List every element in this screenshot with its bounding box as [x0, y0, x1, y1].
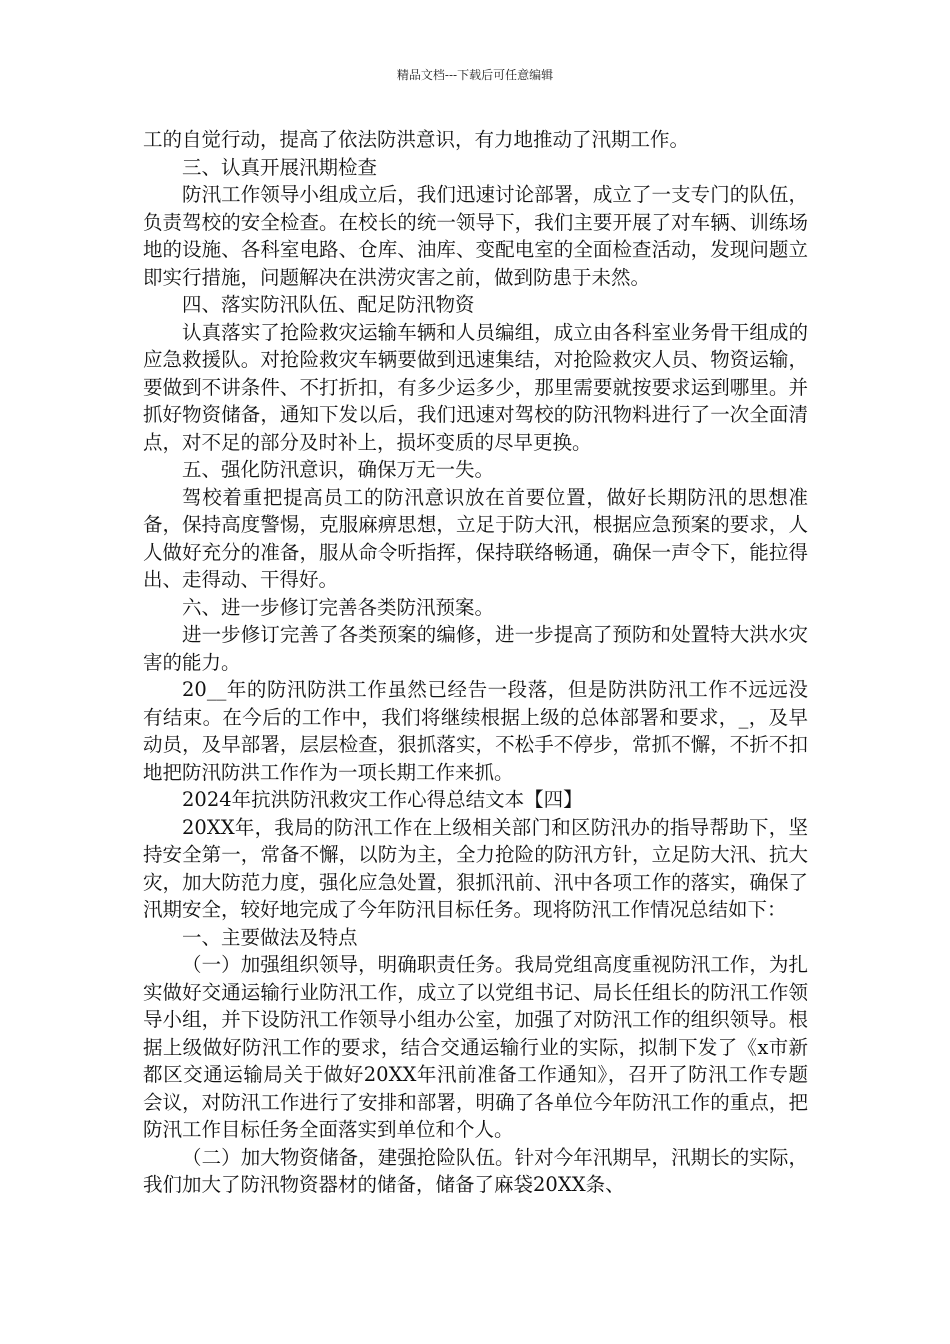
section-heading: 六、进一步修订完善各类防汛预案。 — [182, 595, 495, 619]
document-body — [143, 126, 808, 1199]
paragraph: 20__年的防汛防洪工作虽然已经告一段落，但是防洪防汛工作不远远没有结束。在今后的工作中，我们将继续根据上级的总体部署和要求，_，及早动员，及早部署，层层检查，狠抓落实，不松手不停步，常抓不懈，不折不扣地把防汛防洪工作作为一项长期工作来抓。 — [143, 678, 808, 784]
paragraph: 工的自觉行动，提高了依法防洪意识，有力地推动了汛期工作。 — [143, 128, 690, 151]
paragraph: （一）加强组织领导，明确职责任务。我局党组高度重视防汛工作，为扎实做好交通运输行业防汛工作，成立了以党组书记、局长任组长的防汛工作领导小组，并下设防汛工作领导小组办公室，加强了对防汛工作的组织领导。根据上级做好防汛工作的要求，结合交通运输行业的实际，拟制下发了《x市新都区交通运输局关于做好20XX年汛前准备工作通知》，召开了防汛工作专题会议，对防汛工作进行了安排和部署，明确了各单位今年防汛工作的重点，把防汛工作目标任务全面落实到单位和个人。 — [143, 953, 808, 1141]
section-heading: 三、认真开展汛期检查 — [182, 155, 378, 179]
paragraph: 驾校着重把提高员工的防汛意识放在首要位置，做好长期防汛的思想准备，保持高度警惕，克服麻痹思想，立足于防大汛，根据应急预案的要求，人人做好充分的准备，服从命令听指挥，保持联络畅通，确保一声令下，能拉得出、走得动、干得好。 — [143, 485, 808, 591]
paragraph: 防汛工作领导小组成立后，我们迅速讨论部署，成立了一支专门的队伍，负责驾校的安全检查。在校长的统一领导下，我们主要开展了对车辆、训练场地的设施、各科室电路、仓库、油库、变配电室的全面检查活动，发现问题立即实行措施，问题解决在洪涝灾害之前，做到防患于未然。 — [143, 183, 808, 289]
paragraph: 20XX年，我局的防汛工作在上级相关部门和区防汛办的指导帮助下，坚持安全第一，常备不懈，以防为主，全力抢险的防汛方针，立足防大汛、抗大灾，加大防范力度，强化应急处置，狠抓汛前、汛中各项工作的落实，确保了汛期安全，较好地完成了今年防汛目标任务。现将防汛工作情况总结如下： — [143, 815, 808, 921]
section-heading: 五、强化防汛意识，确保万无一失。 — [182, 458, 495, 481]
paragraph: 认真落实了抢险救灾运输车辆和人员编组，成立由各科室业务骨干组成的应急救援队。对抢险救灾车辆要做到迅速集结，对抢险救灾人员、物资运输，要做到不讲条件、不打折扣，有多少运多少，那里需要就按要求运到哪里。并抓好物资储备，通知下发以后，我们迅速对驾校的防汛物料进行了一次全面清点，对不足的部分及时补上，损坏变质的尽早更换。 — [143, 320, 808, 454]
section-heading: 四、落实防汛队伍、配足防汛物资 — [182, 293, 475, 316]
paragraph: 进一步修订完善了各类预案的编修，进一步提高了预防和处置特大洪水灾害的能力。 — [143, 623, 808, 674]
page-header: 精品文档---下载后可任意编辑 — [396, 68, 554, 82]
paragraph: （二）加大物资储备，建强抢险队伍。针对今年汛期早，汛期长的实际，我们加大了防汛物资器材的储备，储备了麻袋20XX条、 — [143, 1145, 808, 1196]
document-subtitle: 2024年抗洪防汛救灾工作心得总结文本【四】 — [182, 788, 583, 811]
section-heading: 一、主要做法及特点 — [182, 925, 358, 949]
